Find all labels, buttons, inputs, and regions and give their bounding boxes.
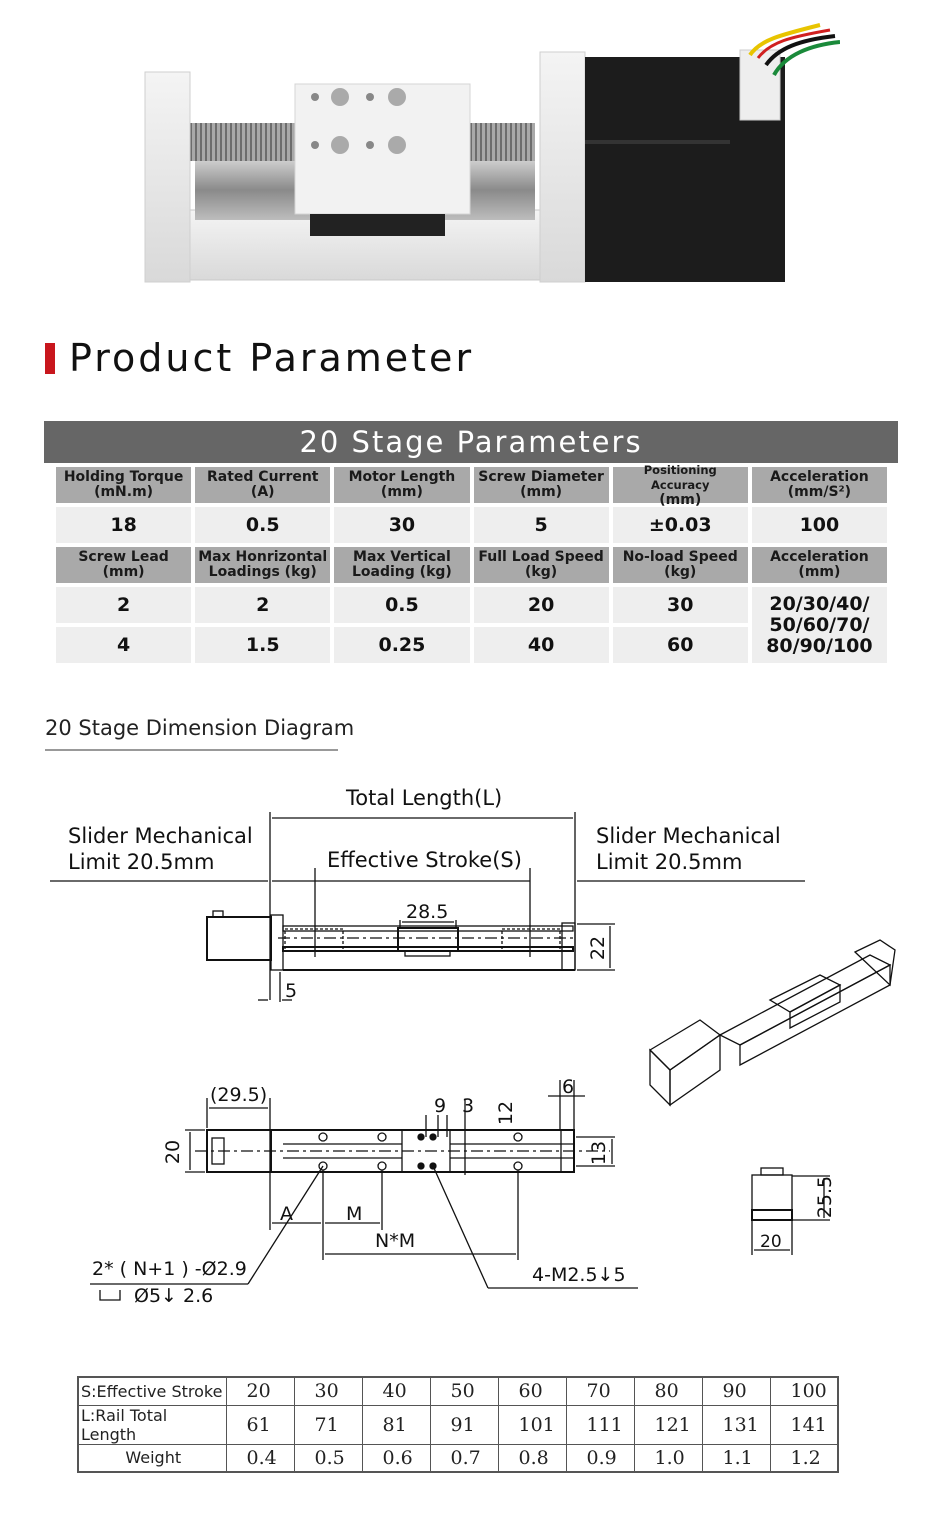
limit-right-label-2: Limit 20.5mm [596, 850, 743, 874]
cell: 40 [362, 1377, 430, 1405]
cell: 71 [294, 1405, 362, 1444]
parameters-banner: 20 Stage Parameters [44, 421, 898, 463]
row-label: S:Effective Stroke [78, 1377, 226, 1405]
offset-dim: 5 [285, 980, 298, 1002]
value-cell: 2 [195, 587, 330, 623]
value-cell: 60 [613, 627, 748, 663]
diagram-title: 20 Stage Dimension Diagram [45, 716, 355, 740]
value-cell: 5 [474, 507, 609, 543]
motor-length-dim: (29.5) [210, 1084, 268, 1106]
end-width-dim: 20 [760, 1232, 782, 1252]
dim-9: 9 [434, 1095, 447, 1117]
cell: 1.0 [634, 1444, 702, 1472]
section-title: Product Parameter [69, 336, 475, 380]
parameter-value-row-1 [56, 507, 887, 543]
header-cell: No-load Speed (kg) [613, 547, 748, 583]
value-cell: 4 [56, 627, 191, 663]
dim-12: 12 [495, 1100, 518, 1126]
header-cell: Screw Lead (mm) [56, 547, 191, 583]
value-cell: 30 [334, 507, 469, 543]
cell: 100 [770, 1377, 838, 1405]
cell: 0.8 [498, 1444, 566, 1472]
table-row [78, 1405, 838, 1444]
end-height-dim: 25.5 [814, 1175, 837, 1219]
cell: 101 [498, 1405, 566, 1444]
table-row [78, 1377, 838, 1405]
value-cell: 18 [56, 507, 191, 543]
header-cell: Rated Current (A) [195, 467, 330, 503]
cell: 1.1 [702, 1444, 770, 1472]
cell: 0.9 [566, 1444, 634, 1472]
total-length-label: Total Length(L) [346, 786, 503, 810]
height-dim: 22 [587, 935, 610, 961]
stroke-length-table [77, 1376, 839, 1473]
header-cell: Acceleration (mm/S²) [752, 467, 887, 503]
cell: 81 [362, 1405, 430, 1444]
dim-3: 3 [462, 1095, 475, 1117]
cell: 90 [702, 1377, 770, 1405]
header-cell: Holding Torque (mN.m) [56, 467, 191, 503]
section-heading [45, 338, 474, 378]
value-cell: ±0.03 [613, 507, 748, 543]
parameter-header-row-1 [56, 462, 887, 508]
header-cell: Max Vertical Loading (kg) [334, 547, 469, 583]
product-photo [140, 20, 840, 300]
row-label: L:Rail Total Length [78, 1405, 226, 1444]
header-cell: Acceleration (mm) [752, 547, 887, 583]
cell: 61 [226, 1405, 294, 1444]
value-cell: 0.5 [195, 507, 330, 543]
dim-nm: N*M [375, 1230, 416, 1252]
cell: 80 [634, 1377, 702, 1405]
value-cell: 20 [474, 587, 609, 623]
cell: 0.5 [294, 1444, 362, 1472]
value-cell: 2 [56, 587, 191, 623]
header-cell: Full Load Speed (kg) [474, 547, 609, 583]
counterbore-note: Ø5↓ 2.6 [134, 1285, 214, 1307]
dim-13: 13 [588, 1140, 611, 1166]
value-cell: 100 [752, 507, 887, 543]
value-cell: 0.5 [334, 587, 469, 623]
value-cell: 40 [474, 627, 609, 663]
cell: 91 [430, 1405, 498, 1444]
parameter-value-rows-2 [56, 587, 887, 663]
title-underline [45, 749, 338, 751]
value-cell: 0.25 [334, 627, 469, 663]
cell: 60 [498, 1377, 566, 1405]
header-cell: Screw Diameter (mm) [474, 467, 609, 503]
cell: 50 [430, 1377, 498, 1405]
header-cell: Max Honrizontal Loadings (kg) [195, 547, 330, 583]
effective-stroke-label: Effective Stroke(S) [327, 848, 522, 872]
cell: 1.2 [770, 1444, 838, 1472]
cell: 0.7 [430, 1444, 498, 1472]
mounting-holes-note: 2* ( N+1 ) -Ø2.9 [92, 1258, 247, 1280]
cell: 0.6 [362, 1444, 430, 1472]
cell: 20 [226, 1377, 294, 1405]
limit-right-label-1: Slider Mechanical [596, 824, 781, 848]
cell: 111 [566, 1405, 634, 1444]
slider-width-dim: 28.5 [406, 901, 449, 923]
cell: 70 [566, 1377, 634, 1405]
dim-6: 6 [562, 1076, 575, 1098]
table-row [78, 1444, 838, 1472]
value-cell: 30 [613, 587, 748, 623]
limit-left-label-2: Limit 20.5mm [68, 850, 215, 874]
width-dim: 20 [162, 1139, 185, 1165]
header-cell: Positioning Accuracy (mm) [613, 467, 748, 503]
dim-m: M [346, 1203, 363, 1225]
parameter-header-row-2 [56, 547, 887, 583]
dim-a: A [280, 1203, 293, 1225]
cell: 131 [702, 1405, 770, 1444]
limit-left-label-1: Slider Mechanical [68, 824, 253, 848]
stroke-options-cell: 20/30/40/ 50/60/70/ 80/90/100 [752, 587, 887, 663]
cell: 141 [770, 1405, 838, 1444]
header-cell: Motor Length (mm) [334, 467, 469, 503]
cell: 121 [634, 1405, 702, 1444]
cell: 0.4 [226, 1444, 294, 1472]
tapped-holes-note: 4-M2.5↓5 [532, 1264, 626, 1286]
row-label: Weight [78, 1444, 226, 1472]
value-cell: 1.5 [195, 627, 330, 663]
accent-bar [45, 343, 55, 374]
cell: 30 [294, 1377, 362, 1405]
